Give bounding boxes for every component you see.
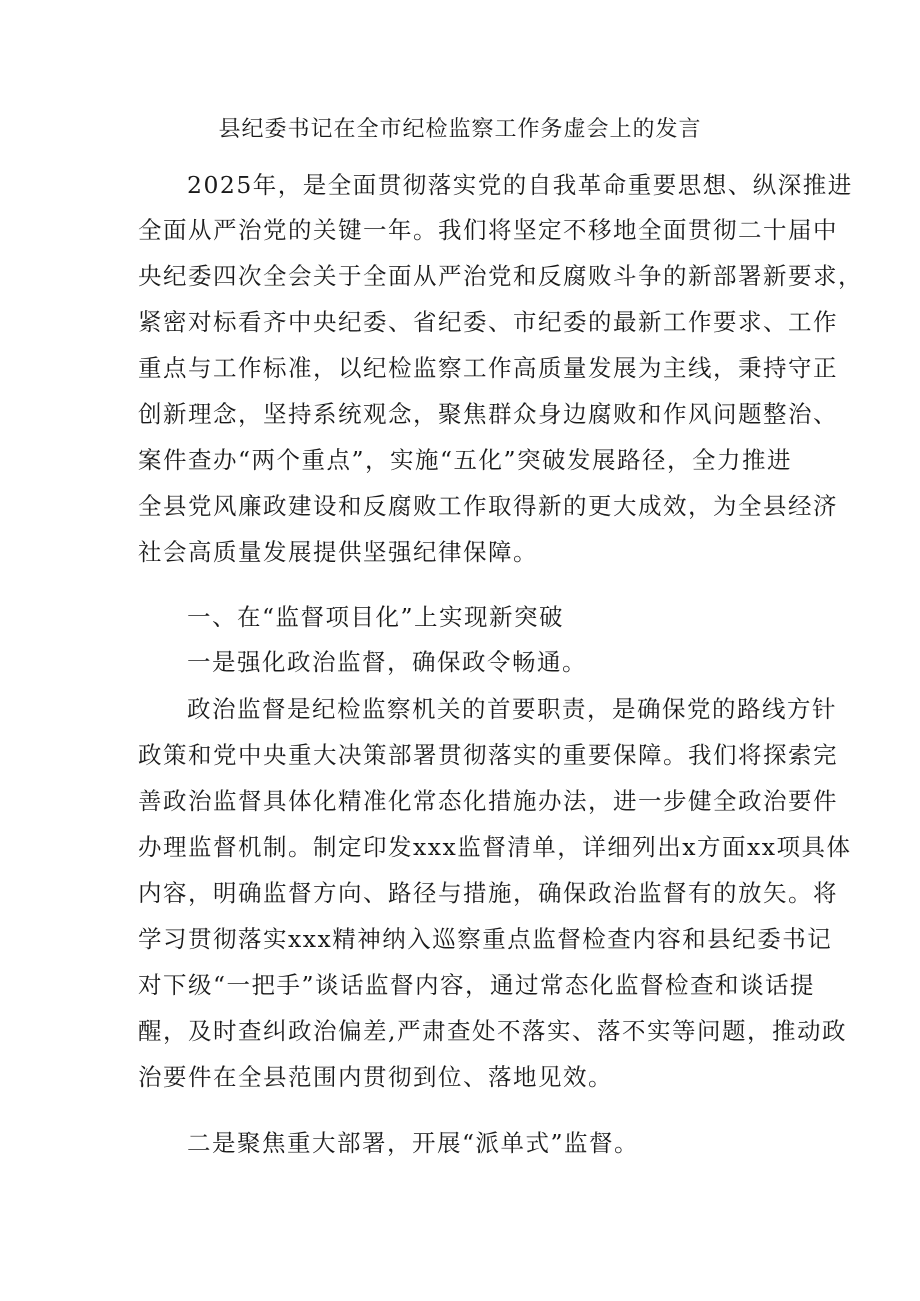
paragraph-body-line-7: 对下级“一把手”谈话监督内容，通过常态化监督检查和谈话提: [138, 971, 816, 999]
subheading-1: 一是强化政治监督，确保政令畅通。: [187, 648, 587, 676]
paragraph-body-line-9: 治要件在全县范围内贯彻到位、落地见效。: [138, 1063, 613, 1091]
paragraph-intro-line-3: 央纪委四次全会关于全面从严治党和反腐败斗争的新部署新要求，: [138, 262, 863, 290]
document-title: 县纪委书记在全市纪检监察工作务虚会上的发言: [218, 117, 702, 142]
paragraph-body-line-2: 政策和党中央重大决策部署贯彻落实的重要保障。我们将探索完: [138, 741, 838, 769]
paragraph-intro-line-5: 重点与工作标准，以纪检监察工作高质量发展为主线，秉持守正: [138, 354, 838, 382]
paragraph-intro-line-7: 案件查办“两个重点”，实施“五化”突破发展路径，全力推进: [138, 446, 793, 474]
paragraph-intro-line-2: 全面从严治党的关键一年。我们将坚定不移地全面贯彻二十届中: [138, 216, 838, 244]
paragraph-body-line-5: 内容，明确监督方向、路径与措施，确保政治监督有的放矢。将: [138, 879, 838, 907]
paragraph-body-line-8: 醒，及时查纠政治偏差,严肃查处不落实、落不实等问题，推动政: [138, 1017, 847, 1045]
paragraph-intro-line-4: 紧密对标看齐中央纪委、省纪委、市纪委的最新工作要求、工作: [138, 308, 838, 336]
paragraph-intro-line-9: 社会高质量发展提供坚强纪律保障。: [138, 538, 538, 566]
paragraph-body-line-6: 学习贯彻落实xxx精神纳入巡察重点监督检查内容和县纪委书记: [138, 925, 833, 953]
paragraph-intro-line-1: 2025年，是全面贯彻落实党的自我革命重要思想、纵深推进: [187, 171, 853, 199]
paragraph-body-line-3: 善政治监督具体化精准化常态化措施办法，进一步健全政治要件: [138, 787, 838, 815]
paragraph-body-line-1: 政治监督是纪检监察机关的首要职责，是确保党的路线方针: [187, 695, 837, 723]
paragraph-intro-line-8: 全县党风廉政建设和反腐败工作取得新的更大成效，为全县经济: [138, 492, 838, 520]
paragraph-intro-line-6: 创新理念，坚持系统观念，聚焦群众身边腐败和作风问题整治、: [138, 400, 838, 428]
paragraph-body-line-4: 办理监督机制。制定印发xxx监督清单，详细列出x方面xx项具体: [138, 833, 852, 861]
section-heading-1: 一、在“监督项目化”上实现新突破: [187, 603, 565, 631]
subheading-2: 二是聚焦重大部署，开展“派单式”监督。: [187, 1129, 640, 1157]
